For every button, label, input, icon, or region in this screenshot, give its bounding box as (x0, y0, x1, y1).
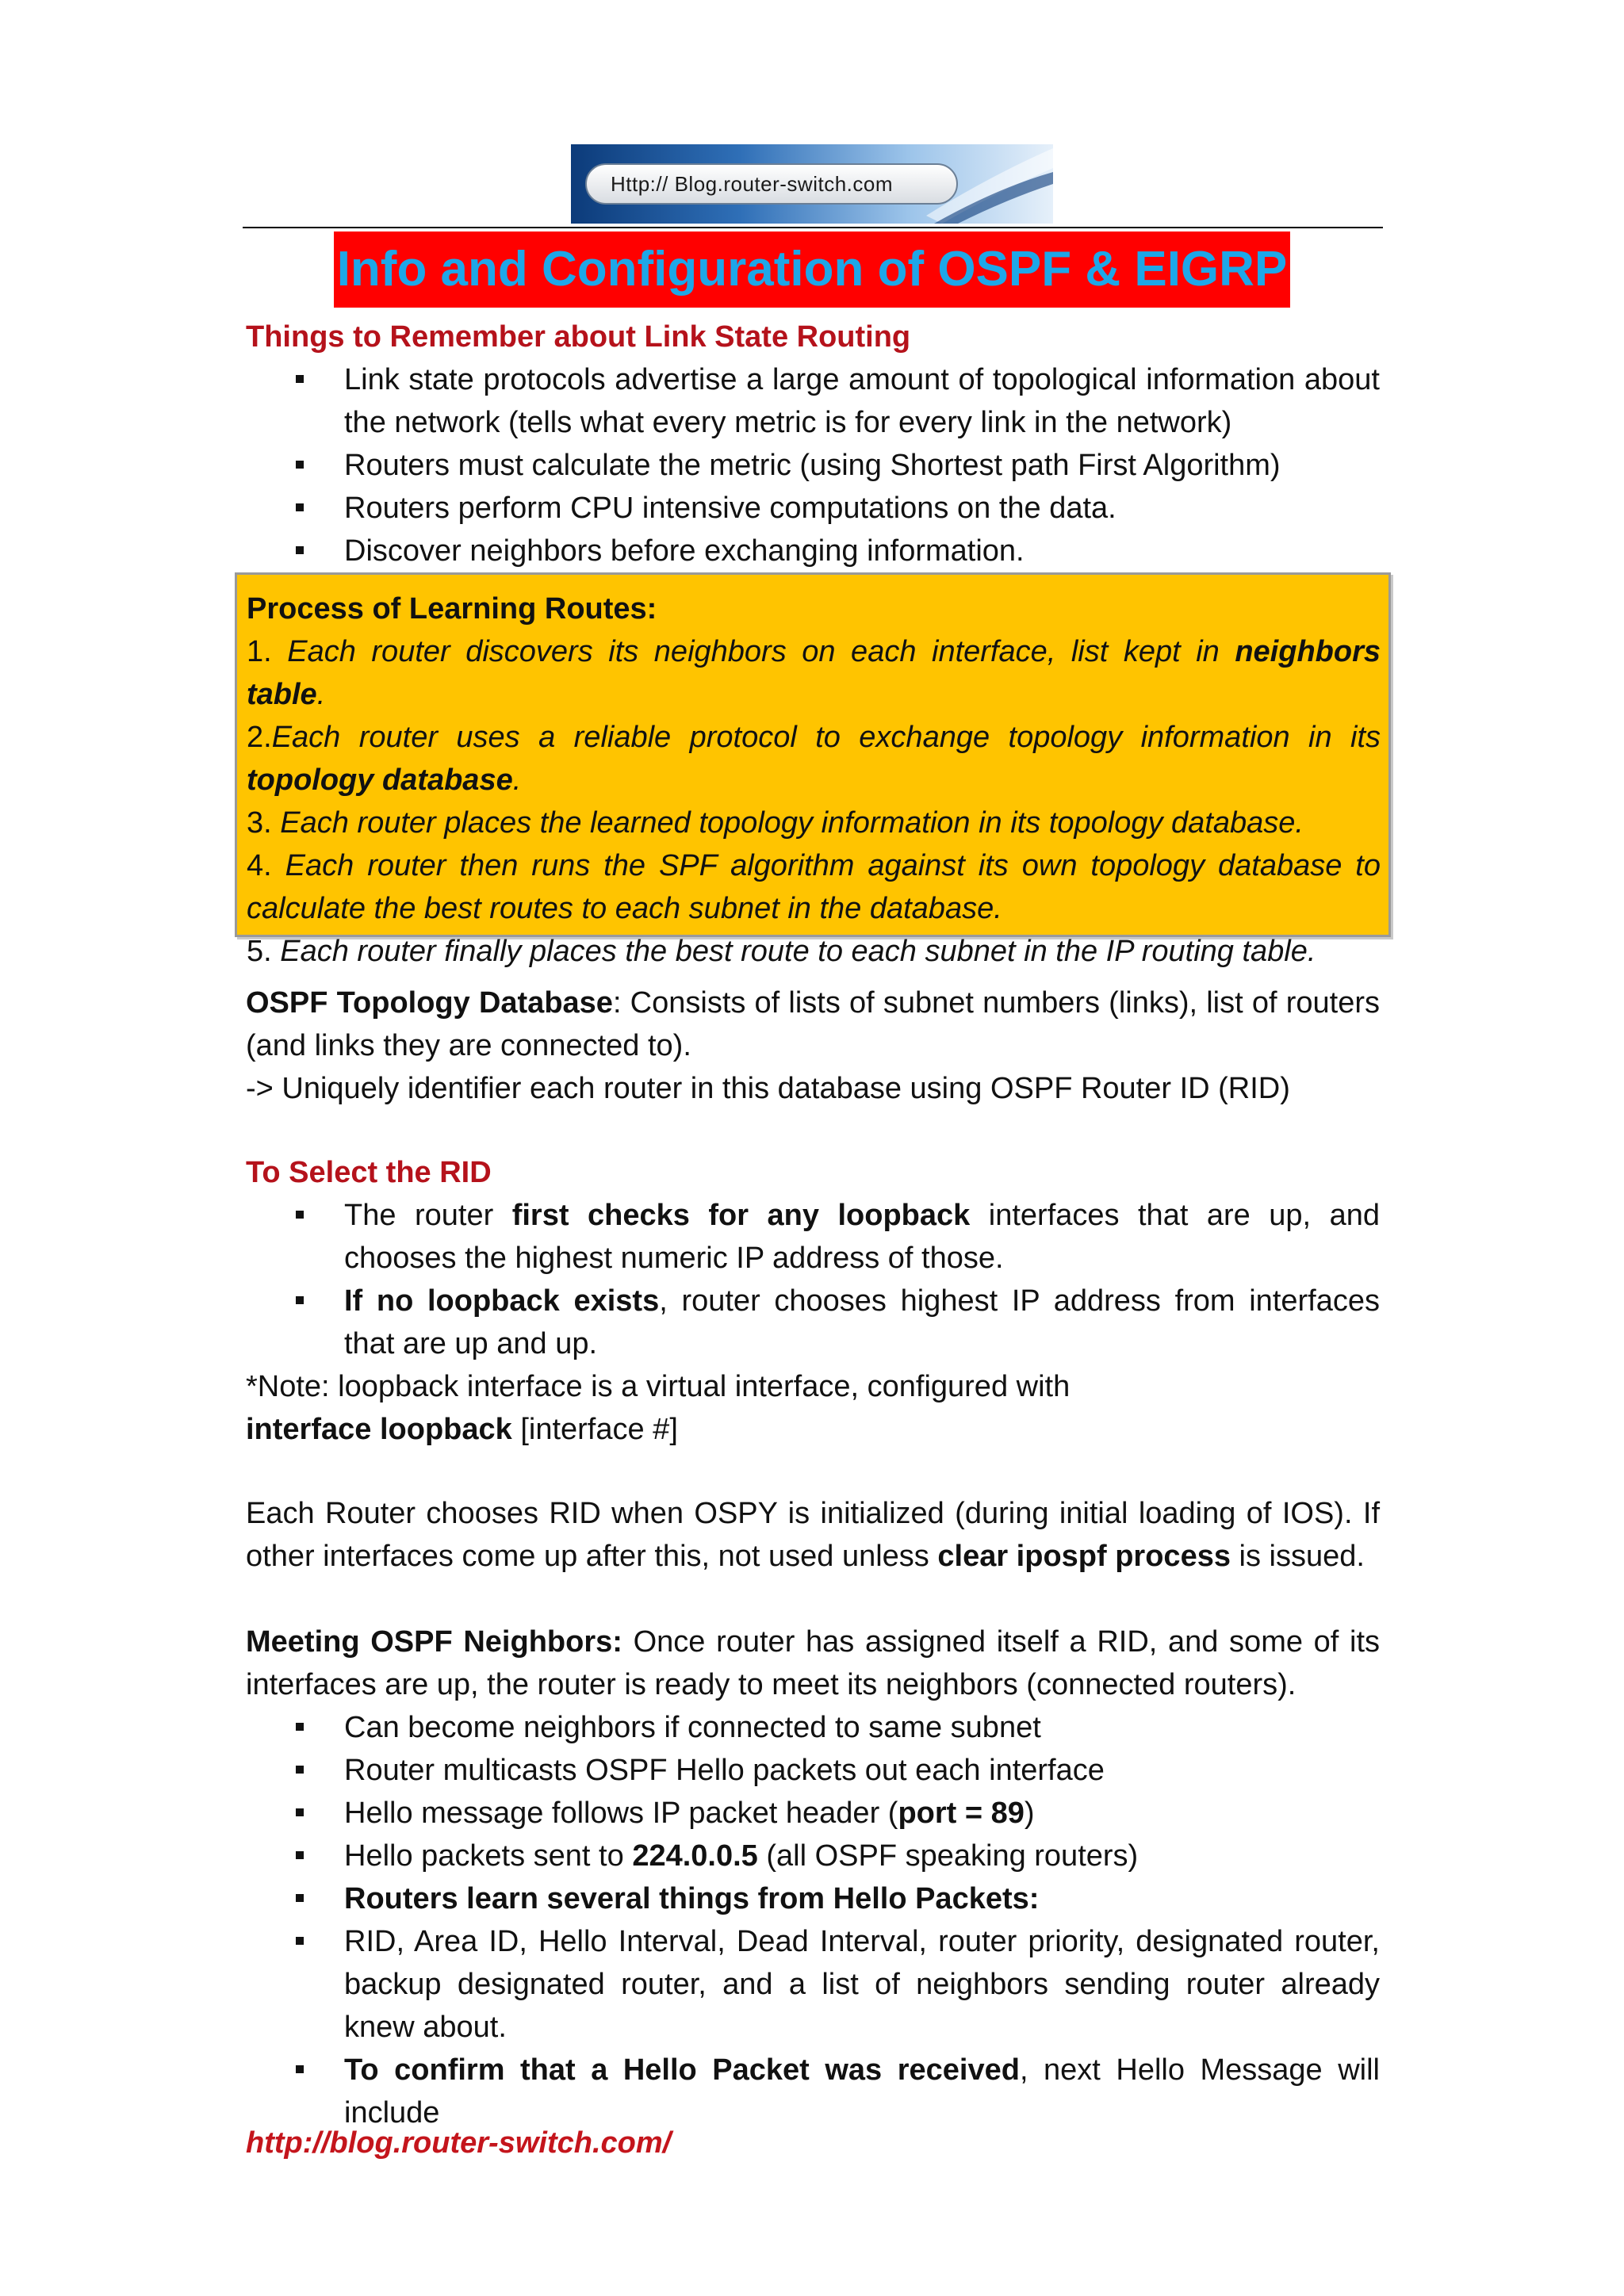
meeting-neighbors-paragraph: Meeting OSPF Neighbors: Once router has assigned itself a RID, and some of its interfaces are up, the router is ready to meet its neighbors (connected routers). (246, 1625, 1380, 1701)
list-item: Routers must calculate the metric (using Shortest path First Algorithm) (246, 444, 1380, 487)
process-step-2: 2.Each router uses a reliable protocol to exchange topology information in its topology database. (247, 721, 1381, 797)
hello-bullet-list (246, 1706, 1380, 2134)
list-item: RID, Area ID, Hello Interval, Dead Interval, router priority, designated router, backup designated router, and a list of neighbors sending router already knew about. (246, 1920, 1380, 2049)
rid-initialization-paragraph: Each Router chooses RID when OSPY is initialized (during initial loading of IOS). If other interfaces come up after this, not used unless clear ipospf process is issued. (246, 1497, 1380, 1573)
section-heading-link-state: Things to Remember about Link State Routing (246, 320, 911, 354)
list-item: Routers learn several things from Hello Packets: (246, 1877, 1380, 1920)
logo-text: Http:// Blog.router-switch.com (611, 171, 893, 196)
list-item: Hello message follows IP packet header (port = 89) (246, 1792, 1380, 1835)
process-heading: Process of Learning Routes: (247, 592, 657, 626)
process-step-3: 3. Each router places the learned topology information in its topology database. (247, 806, 1304, 840)
process-step-1: 1. Each router discovers its neighbors on each interface, list kept in neighbors table. (247, 635, 1381, 711)
list-item: To confirm that a Hello Packet was received, next Hello Message will include (246, 2049, 1380, 2134)
header-rule (243, 227, 1383, 228)
topology-paragraph: OSPF Topology Database: Consists of lists of subnet numbers (links), list of routers (and links they are connected to). -> Uniquely identifier each router in this database using OSPF Router ID (RID) (246, 982, 1380, 1110)
logo-swoosh-icon (926, 144, 1053, 224)
page-title: Info and Configuration of OSPF & EIGRP (334, 232, 1291, 308)
footer-blog-link[interactable]: http://blog.router-switch.com/ (246, 2126, 672, 2160)
topology-rid-line: -> Uniquely identifier each router in this database using OSPF Router ID (RID) (246, 1072, 1290, 1105)
list-item: If no loopback exists, router chooses highest IP address from interfaces that are up and up. (246, 1280, 1380, 1365)
logo-url-pill (585, 163, 958, 205)
loopback-note: *Note: loopback interface is a virtual interface, configured with (246, 1370, 1071, 1403)
list-item: Discover neighbors before exchanging information. (246, 530, 1380, 572)
list-item: Routers perform CPU intensive computations on the data. (246, 487, 1380, 530)
section-heading-select-rid: To Select the RID (246, 1156, 492, 1189)
process-callout-box (235, 572, 1391, 968)
list-item: Can become neighbors if connected to same subnet (246, 1706, 1380, 1749)
list-item: The router first checks for any loopback interfaces that are up, and chooses the highest numeric IP address of those. (246, 1194, 1380, 1280)
list-item: Link state protocols advertise a large amount of topological information about the network (tells what every metric is for every link in the network) (246, 358, 1380, 444)
process-step-4: 4. Each router then runs the SPF algorithm against its own topology database to calculate the best routes to each subnet in the database. (247, 849, 1381, 925)
loopback-command: interface loopback [interface #] (246, 1413, 678, 1446)
list-item: Router multicasts OSPF Hello packets out each interface (246, 1749, 1380, 1792)
rid-bullet-list (246, 1194, 1380, 1365)
process-step-5: 5. Each router finally places the best route to each subnet in the IP routing table. (247, 935, 1316, 968)
blog-logo-banner[interactable] (571, 144, 1053, 224)
list-item: Hello packets sent to 224.0.0.5 (all OSPF speaking routers) (246, 1835, 1380, 1877)
link-state-bullet-list (246, 358, 1380, 572)
